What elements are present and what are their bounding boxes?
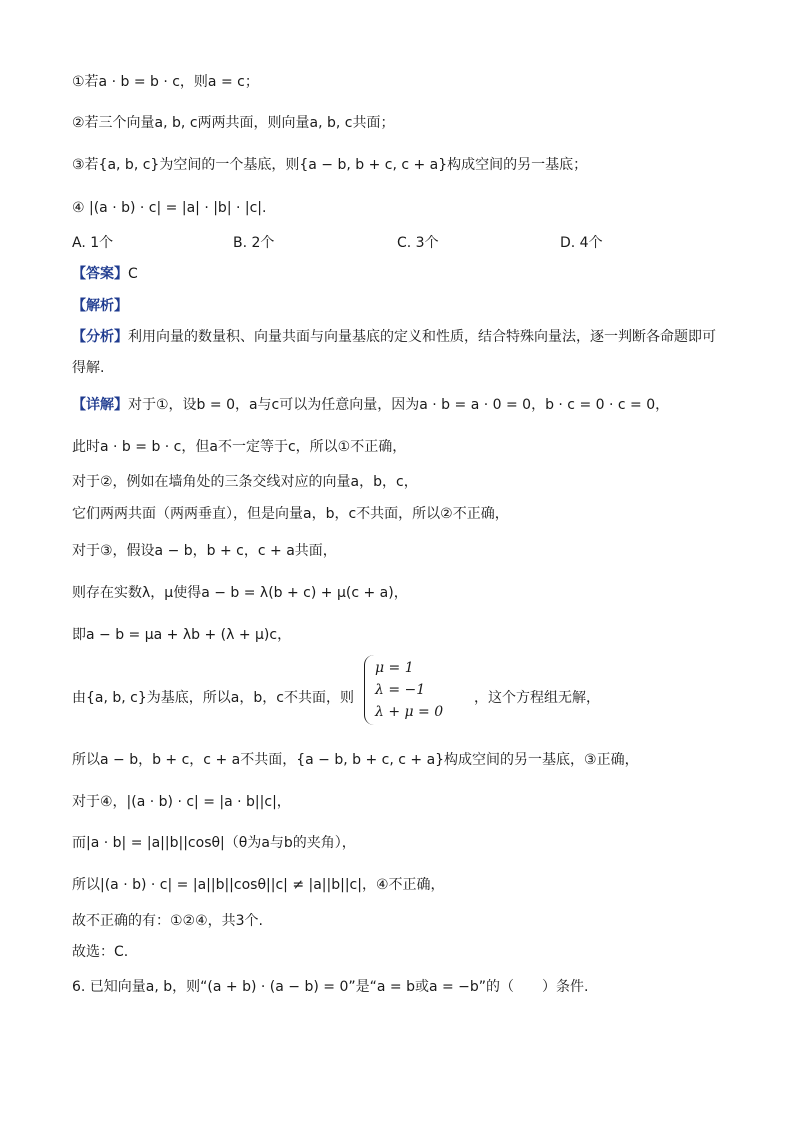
analysis-tag: 【解析】 xyxy=(72,298,128,314)
option-d: D. 4个 xyxy=(560,235,603,251)
system-row-3: λ + μ = 0 xyxy=(375,704,444,720)
equation-system xyxy=(364,655,475,725)
option-b: B. 2个 xyxy=(233,235,275,251)
statement-1: ①若a · b = b · c，则a = c； xyxy=(72,74,259,90)
option-c: C. 3个 xyxy=(397,235,439,251)
detail-line-5: 对于③，假设a − b，b + c，c + a共面， xyxy=(72,543,337,559)
fenxi-tag: 【分析】 xyxy=(72,329,128,345)
detail-line-9: 所以a − b，b + c，c + a不共面，{a − b, b + c, c + a}构成空间的另一基底，③正确， xyxy=(72,752,639,768)
detail-line-13: 故不正确的有：①②④，共3个. xyxy=(72,913,264,929)
detail-line-7: 即a − b = μa + λb + (λ + μ)c， xyxy=(72,627,292,643)
detail-line-3: 对于②，例如在墙角处的三条交线对应的向量a，b，c， xyxy=(72,474,418,490)
fenxi-line-1 xyxy=(72,327,716,347)
detail-line-8a: 由{a, b, c}为基底，所以a，b，c不共面，则 xyxy=(72,690,354,706)
detail-line-4: 它们两两共面（两两垂直），但是向量a，b，c不共面，所以②不正确， xyxy=(72,506,509,522)
detail-line-11: 而|a · b| = |a||b||cosθ|（θ为a与b的夹角）， xyxy=(72,835,356,851)
answer-value: C xyxy=(128,266,138,282)
detail-text-1: 对于①，设b = 0，a与c可以为任意向量，因为a · b = a · 0 = 0，b · c = 0 · c = 0， xyxy=(128,397,670,413)
analysis-line xyxy=(72,296,128,316)
answer-tag: 【答案】 xyxy=(72,266,128,282)
option-a: A. 1个 xyxy=(72,235,114,251)
detail-line-1 xyxy=(72,395,669,415)
detail-tag: 【详解】 xyxy=(72,397,128,413)
fenxi-text-1: 利用向量的数量积、向量共面与向量基底的定义和性质，结合特殊向量法，逐一判断各命题即可 xyxy=(128,329,716,345)
statement-4: ④ |(a · b) · c| = |a| · |b| · |c|. xyxy=(72,200,267,216)
detail-line-14: 故选：C. xyxy=(72,944,129,960)
detail-line-10: 对于④，|(a · b) · c| = |a · b||c|， xyxy=(72,794,291,810)
detail-line-8b: ，这个方程组无解， xyxy=(474,690,600,706)
fenxi-line-2: 得解. xyxy=(72,360,105,376)
system-row-2: λ = −1 xyxy=(375,682,426,698)
answer-line xyxy=(72,264,138,284)
detail-line-6: 则存在实数λ，μ使得a − b = λ(b + c) + μ(c + a)， xyxy=(72,585,408,601)
detail-line-12: 所以|(a · b) · c| = |a||b||cosθ||c| ≠ |a||b||c|，④不正确， xyxy=(72,877,445,893)
statement-2: ②若三个向量a, b, c两两共面，则向量a, b, c共面； xyxy=(72,115,395,131)
next-question: 6. 已知向量a, b，则“(a + b) · (a − b) = 0”是“a = b或a = −b”的（ ）条件. xyxy=(72,979,589,995)
statement-3: ③若{a, b, c}为空间的一个基底，则{a − b, b + c, c + a}构成空间的另一基底； xyxy=(72,157,588,173)
detail-line-2: 此时a · b = b · c，但a不一定等于c，所以①不正确， xyxy=(72,439,407,455)
system-row-1: μ = 1 xyxy=(375,660,414,676)
